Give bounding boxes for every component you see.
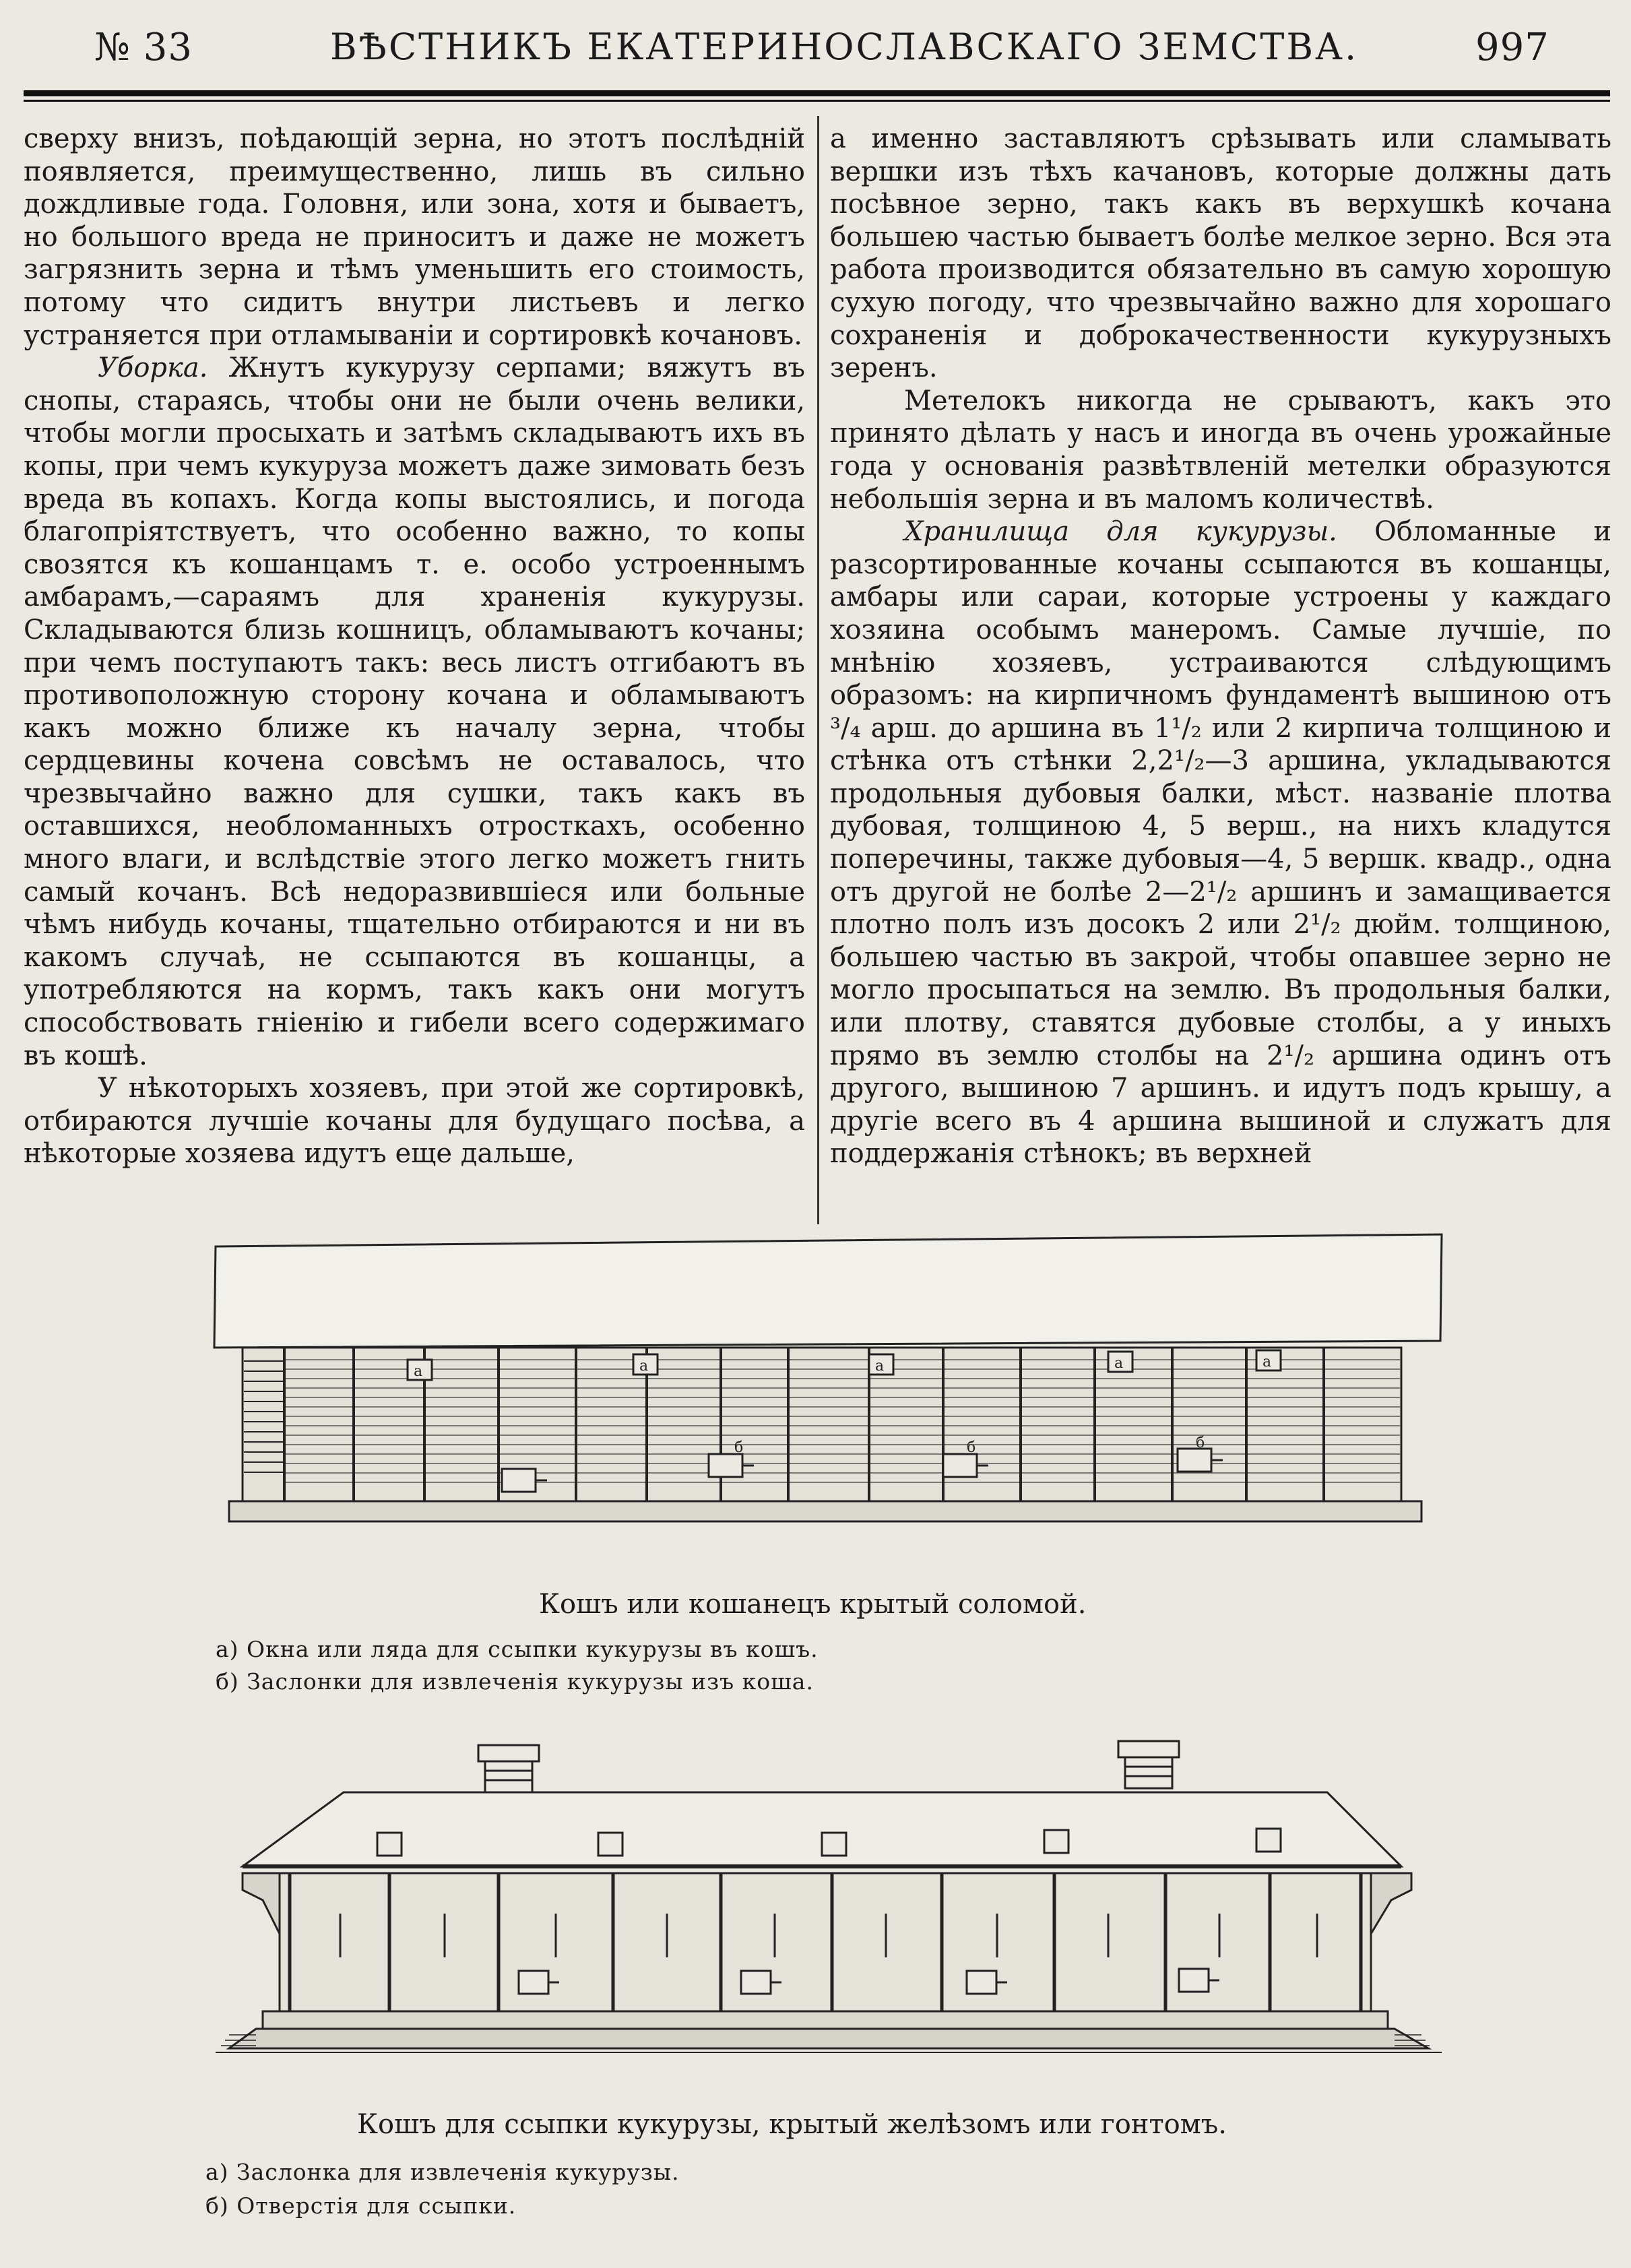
shutter-label: б bbox=[734, 1439, 744, 1456]
issue-number: № 33 bbox=[94, 26, 193, 69]
crib-sill bbox=[229, 1501, 1421, 1521]
figure1-legend-a: а) Окна или ляда для ссыпки кукурузы въ кошъ. bbox=[216, 1636, 819, 1662]
paragraph-tops: а именно заставляютъ срѣзывать или сламывать вершки изъ тѣхъ качановъ, которые должны дать посѣвное зерно, такъ какъ въ верхушкѣ кочана большею частью бываетъ болѣе мелкое зерно. Вся эта работа производится обязательно въ самую хорошую сухую погоду, что чрезвычайно важно для хорошаго сохраненія и доброкачественности кукурузныхъ зеренъ. bbox=[830, 123, 1611, 384]
paragraph-harvest bbox=[24, 352, 805, 1072]
heading-harvest: Уборка. bbox=[98, 352, 208, 384]
paragraph-sorting: У нѣкоторыхъ хозяевъ, при этой же сортировкѣ, отбираются лучшіе кочаны для будущаго посѣва, а нѣкоторые хозяева идутъ еще дальше, bbox=[24, 1073, 805, 1170]
heading-storage: Хранилища для кукурузы. bbox=[904, 516, 1337, 548]
right-bracket bbox=[1371, 1873, 1411, 1934]
crib-roof bbox=[214, 1234, 1442, 1348]
running-header bbox=[0, 19, 1631, 80]
crib-plinth bbox=[263, 2011, 1388, 2029]
figure-iron-crib bbox=[216, 1732, 1455, 2082]
paragraph-harvest-text: Жнутъ кукурузу серпами; вяжутъ въ снопы, стараясь, чтобы они не были очень велики, чтобы могли просыхать и затѣмъ складываютъ ихъ въ копы, при чемъ кукуруза можетъ даже зимовать безъ вреда въ копахъ. Когда копы выстоялись, и погода благопріятствуетъ, что особенно важно, то копы свозятся къ кошанцамъ т. е. особо устроеннымъ амбарамъ,—сараямъ для храненія кукурузы. Складываются близь кошницъ, обламываютъ кочаны; при чемъ поступаютъ такъ: весь листъ отгибаютъ въ противоположную сторону кочана и обламываютъ какъ можно ближе къ началу зерна, чтобы сердцевины кочена совсѣмъ не оставалось, что чрезвычайно важно для сушки, такъ какъ въ оставшихся, необломанныхъ отросткахъ, особенно много влаги, и вслѣдствіе этого легко можетъ гнить самый кочанъ. Всѣ недоразвившіеся или больные чѣмъ нибудь кочаны, тщательно отбираются и ни въ какомъ случаѣ, не ссыпаются въ кошанцы, а употребляются на кормъ, такъ какъ они могутъ способствовать гніенію и гибели всего содержимаго въ кошѣ. bbox=[24, 352, 805, 1071]
column-separator bbox=[817, 116, 819, 1224]
left-bracket bbox=[243, 1873, 280, 1934]
journal-title: ВѢСТНИКЪ ЕКАТЕРИНОСЛАВСКАГО ЗЕМСТВА. bbox=[330, 26, 1359, 68]
paragraph-pests: сверху внизъ, поѣдающій зерна, но этотъ послѣдній появляется, преимущественно, лишь въ сильно дождливые года. Головня, или зона, хотя и бываетъ, но большого вреда не приноситъ и даже не можетъ загрязнить зерна и тѣмъ уменьшить его стоимость, потому что сидитъ внутри листьевъ и легко устраняется при отламываніи и сортировкѣ кочановъ. bbox=[24, 123, 805, 351]
figure2-legend-a: а) Заслонка для извлеченія кукурузы. bbox=[205, 2159, 680, 2185]
header-rule-thick bbox=[24, 90, 1610, 96]
left-column bbox=[24, 123, 805, 1228]
shutter-label: б bbox=[1196, 1435, 1205, 1451]
page-number: 997 bbox=[1475, 26, 1549, 69]
window-label: a bbox=[875, 1358, 885, 1375]
crib-foundation bbox=[229, 2029, 1428, 2048]
paragraph-tassels: Метелокъ никогда не срываютъ, какъ это принято дѣлать у насъ и иногда въ очень урожайные года у основанія развѣтвленій метелки образуются небольшія зерна и въ маломъ количествѣ. bbox=[830, 385, 1611, 515]
header-rule-thin bbox=[24, 100, 1610, 102]
window-label: a bbox=[414, 1363, 423, 1380]
paragraph-storage bbox=[830, 515, 1611, 1170]
right-column bbox=[830, 123, 1611, 1228]
figure2-caption: Кошъ для ссыпки кукурузы, крытый желѣзомъ или гонтомъ. bbox=[357, 2109, 1227, 2140]
figure2-legend-b: б) Отверстія для ссыпки. bbox=[205, 2193, 517, 2219]
roof-vents bbox=[478, 1741, 1179, 1792]
figure1-caption: Кошъ или кошанецъ крытый соломой. bbox=[539, 1589, 1087, 1620]
figure-straw-crib bbox=[202, 1226, 1455, 1577]
paragraph-storage-text: Обломанные и разсортированные кочаны ссыпаются въ кошанцы, амбары или сараи, которые устроены у каждаго хозяина особымъ манеромъ. Самые лучшіе, по мнѣнію хозяевъ, устраиваются слѣдующимъ образомъ: на кирпичномъ фундаментѣ вышиною отъ ³/₄ арш. до аршина въ 1¹/₂ или 2 кирпича толщиною и стѣнка отъ стѣнки 2,2¹/₂—3 аршина, укладываются продольныя дубовыя балки, мѣст. названіе плотва дубовая, толщиною 4, 5 верш., на нихъ кладутся поперечины, также дубовыя—4, 5 вершк. квадр., одна отъ другой не болѣе 2—2¹/₂ аршинъ и замащивается плотно полъ изъ досокъ 2 или 2¹/₂ дюйм. толщиною, большею частью въ закрой, чтобы опавшее зерно не могло просыпаться на землю. Въ продольныя балки, или плотву, ставятся дубовые столбы, а у иныхъ прямо въ землю столбы на 2¹/₂ аршина одинъ отъ другого, вышиною 7 аршинъ. и идутъ подъ крышу, а другіе всего въ 4 аршина вышиной и служатъ для поддержанія стѣнокъ; въ верхней bbox=[830, 516, 1611, 1170]
window-label: a bbox=[1114, 1355, 1124, 1372]
window-label: a bbox=[639, 1358, 649, 1375]
window-label: a bbox=[1262, 1354, 1272, 1371]
figure1-legend-b: б) Заслонки для извлеченія кукурузы изъ коша. bbox=[216, 1668, 814, 1695]
shutter-label: б bbox=[967, 1439, 976, 1456]
